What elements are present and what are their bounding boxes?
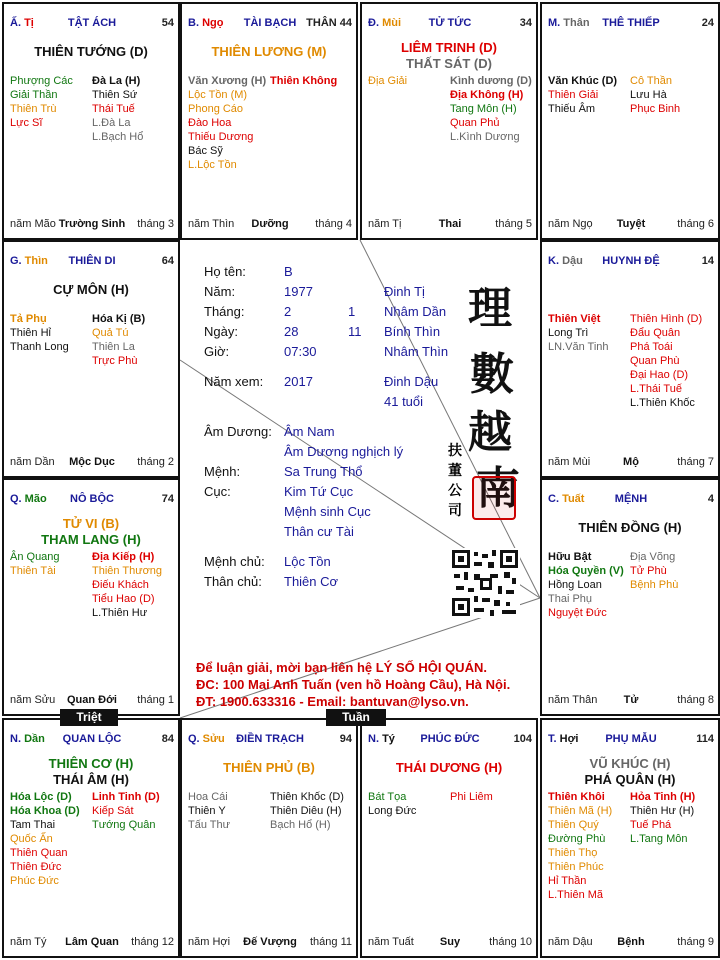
palace-number: 114 xyxy=(696,733,714,745)
star: Bạch Hổ (H) xyxy=(270,819,331,831)
star: Thái Tuế xyxy=(92,103,135,115)
palace-footer xyxy=(548,694,714,708)
palace-number: 104 xyxy=(513,733,532,745)
palace-year: năm Tị xyxy=(368,218,402,230)
palace-footer xyxy=(188,936,352,950)
star: Long Đức xyxy=(368,805,417,817)
star: Địa Võng xyxy=(630,551,676,563)
star: Thiên Diêu (H) xyxy=(270,805,342,817)
palace-ngo xyxy=(180,2,358,240)
palace-can-chi-part: Đ. xyxy=(368,17,383,29)
palace-dan xyxy=(2,718,180,958)
star: Thiên Khôi xyxy=(548,791,605,803)
menh-chu-value: Lộc Tồn xyxy=(284,554,331,569)
palace-year: năm Thìn xyxy=(188,218,235,230)
palace-footer xyxy=(548,218,714,232)
star: Thanh Long xyxy=(10,341,69,353)
star: Tuế Phá xyxy=(630,819,672,831)
star: Đẩu Quân xyxy=(630,327,681,339)
palace-month: tháng 7 xyxy=(677,456,714,468)
palace-month: tháng 12 xyxy=(131,936,174,948)
palace-can-chi-part: B. xyxy=(188,17,203,29)
palace-can-chi-part: Ngọ xyxy=(202,17,224,29)
palace-mui xyxy=(360,2,538,240)
palace-number: 84 xyxy=(161,733,174,745)
star: Giải Thần xyxy=(10,89,58,101)
star: Linh Tinh (D) xyxy=(92,791,160,803)
palace-can-chi-part: M. xyxy=(548,17,564,29)
palace-number: 34 xyxy=(519,17,532,29)
palace-title: TỬ TỨC xyxy=(428,17,472,29)
star: L.Bạch Hổ xyxy=(92,131,144,143)
star: Thiếu Dương xyxy=(188,131,254,143)
palace-can-chi-part: Ấ. xyxy=(10,17,25,29)
palace-title: PHÚC ĐỨC xyxy=(420,733,480,745)
nam-value: 1977 xyxy=(284,284,313,299)
ngay-can-chi: Bính Thìn xyxy=(384,324,441,339)
palace-stage: Đế Vượng xyxy=(243,936,297,948)
palace-hoi xyxy=(540,718,720,958)
palace-title: NÔ BỘC xyxy=(70,493,114,505)
palace-stage: Suy xyxy=(439,936,461,948)
palace-can-chi-part: T. xyxy=(548,733,560,745)
star: Thiên Sứ xyxy=(92,89,138,101)
star: Địa Không (H) xyxy=(450,89,524,101)
palace-year: năm Mão xyxy=(10,218,56,230)
than-chu-label: Thân chủ: xyxy=(204,574,262,589)
palace-number: 94 xyxy=(339,733,352,745)
palace-month: tháng 11 xyxy=(309,936,352,948)
star: Bệnh Phù xyxy=(630,579,679,591)
star-column-left xyxy=(368,790,416,818)
palace-stage: Trường Sinh xyxy=(58,218,126,230)
palace-ty xyxy=(360,718,538,958)
star: Thiên Khốc (D) xyxy=(270,791,344,803)
star-column-left xyxy=(368,74,407,88)
palace-can-chi-part: Q. xyxy=(10,493,25,505)
star: Hóa Lộc (D) xyxy=(10,791,72,803)
palace-year: năm Mùi xyxy=(548,456,591,468)
star: Cô Thần xyxy=(630,75,672,87)
am-duong-value2: Âm Dương nghịch lý xyxy=(284,444,404,459)
star: LN.Văn Tinh xyxy=(548,341,609,353)
palace-can-chi-part: Tuất xyxy=(562,493,585,505)
palace-year: năm Dần xyxy=(10,456,55,468)
star: Trực Phù xyxy=(92,355,138,367)
palace-footer xyxy=(10,694,174,708)
calligraphy-char: 理 xyxy=(468,283,512,334)
thang-lunar: 1 xyxy=(348,304,356,319)
star: Tướng Quân xyxy=(92,819,156,831)
palace-stage: Tử xyxy=(623,694,639,706)
main-star: THIÊN CƠ (H) xyxy=(48,756,134,771)
star: Bác Sỹ xyxy=(188,145,223,157)
palace-can-chi-part: K. xyxy=(548,255,563,267)
main-star: THIÊN LƯƠNG (M) xyxy=(211,44,327,59)
main-star: THIÊN ĐỒNG (H) xyxy=(578,520,682,535)
star-column-right xyxy=(450,74,532,144)
star: Thiên Hư (H) xyxy=(630,805,695,817)
palace-dau xyxy=(540,240,720,478)
star: Điếu Khách xyxy=(92,579,149,591)
star-column-right xyxy=(630,550,678,592)
cuc-label: Cục: xyxy=(204,484,231,499)
palace-number: 54 xyxy=(161,17,174,29)
palace-year: năm Tý xyxy=(10,936,47,948)
star: Ân Quang xyxy=(10,551,60,563)
star: Đại Hao (D) xyxy=(630,369,689,381)
star: Thiên Giải xyxy=(548,89,599,101)
palace-title: PHỤ MẪU xyxy=(605,733,657,745)
star: Phúc Đức xyxy=(10,875,59,887)
contact-line-1: Để luận giải, mời bạn liên hệ LÝ SỐ HỘI QUÁN. xyxy=(196,660,487,675)
menh-value: Sa Trung Thổ xyxy=(284,464,363,479)
palace-footer xyxy=(548,936,714,950)
thang-value: 2 xyxy=(284,304,292,319)
star: Thai Phụ xyxy=(548,593,593,605)
palace-footer xyxy=(10,936,174,950)
palace-can-chi-part: G. xyxy=(10,255,25,267)
star-column-right xyxy=(630,312,702,410)
palace-number: 74 xyxy=(161,493,174,505)
star: Phi Liêm xyxy=(450,791,493,803)
palace-title: THIÊN DI xyxy=(68,255,116,267)
star: Tấu Thư xyxy=(188,819,231,831)
star: Hóa Kị (B) xyxy=(92,313,146,325)
star: Bát Tọa xyxy=(368,791,407,803)
palace-footer xyxy=(10,218,174,232)
star-column-right xyxy=(630,74,680,116)
star: Phong Cáo xyxy=(188,103,244,115)
palace-year: năm Hợi xyxy=(188,936,231,948)
palace-month: tháng 10 xyxy=(489,936,532,948)
ngay-label: Ngày: xyxy=(204,324,238,339)
star: L.Thiên Mã xyxy=(548,889,604,901)
star: Nguyệt Đức xyxy=(548,607,607,619)
gio-label: Giờ: xyxy=(204,344,230,359)
star: L.Thiên Hư xyxy=(92,607,148,619)
palace-footer xyxy=(368,936,532,950)
star: Thiên Trù xyxy=(10,103,57,115)
palace-stage: Mộ xyxy=(623,456,639,468)
calligraphy-char: 越 xyxy=(468,407,512,458)
star: Đường Phù xyxy=(548,833,606,845)
palace-can-chi-part: Dần xyxy=(24,733,45,745)
main-star: PHÁ QUÂN (H) xyxy=(584,772,676,787)
palace-can-chi-part: Mão xyxy=(24,493,47,505)
palace-number: 4 xyxy=(707,493,714,505)
gio-value: 07:30 xyxy=(284,344,317,359)
tuan-tag: Tuần xyxy=(326,709,386,726)
star: Lộc Tồn (M) xyxy=(188,89,248,101)
star: Tả Phụ xyxy=(10,313,47,325)
star-column-left xyxy=(10,550,60,578)
palace-year: năm Ngọ xyxy=(548,218,593,230)
star-column-right xyxy=(450,790,493,804)
palace-month: tháng 9 xyxy=(677,936,714,948)
star: Quốc Ấn xyxy=(10,833,53,845)
palace-tuat xyxy=(540,478,720,716)
than-chu-value: Thiên Cơ xyxy=(284,574,339,589)
thang-can-chi: Nhâm Dần xyxy=(384,304,447,319)
palace-than xyxy=(540,2,720,240)
palace-mao xyxy=(2,478,180,716)
palace-title: ĐIỀN TRẠCH xyxy=(236,733,304,745)
palace-can-chi-part: Tý xyxy=(382,733,395,745)
main-star: VŨ KHÚC (H) xyxy=(589,756,671,771)
star: Tử Phù xyxy=(630,565,667,577)
small-char: 董 xyxy=(448,463,462,479)
star-column-right xyxy=(270,790,344,832)
palace-can-chi-part: Tị xyxy=(24,17,34,29)
palace-stage: Mộc Dục xyxy=(69,456,115,468)
star: Quả Tú xyxy=(92,327,129,339)
palace-title: THÊ THIẾP xyxy=(602,17,660,29)
triet-tag: Triệt xyxy=(60,709,118,726)
star: Long Trì xyxy=(548,327,589,339)
star: Tam Thai xyxy=(10,819,56,831)
palace-can-chi-part: Mùi xyxy=(382,17,402,29)
palace-can-chi-part: Thân xyxy=(563,17,590,29)
palace-stage: Quan Đới xyxy=(67,694,117,706)
star: Đà La (H) xyxy=(92,75,141,87)
palace-year: năm Thân xyxy=(548,694,598,706)
ho-ten-label: Họ tên: xyxy=(204,264,246,279)
star: L.Lộc Tồn xyxy=(188,159,237,171)
star-column-left xyxy=(548,312,609,354)
palace-can-chi-part: Q. xyxy=(188,733,203,745)
palace-title: MỆNH xyxy=(614,493,648,505)
nam-xem-can-chi: Đinh Dậu xyxy=(384,374,439,389)
palace-title: TÀI BẠCH xyxy=(243,17,297,29)
star: Quan Phủ xyxy=(450,117,500,129)
star: L.Tang Môn xyxy=(630,833,688,845)
nam-xem-label: Năm xem: xyxy=(204,374,264,389)
star: Kình dương (D) xyxy=(450,75,532,87)
center-panel xyxy=(180,240,540,718)
palace-number: THÂN 44 xyxy=(306,17,352,29)
palace-year: năm Dậu xyxy=(548,936,593,948)
star-column-left xyxy=(188,74,266,172)
palace-title: HUYNH ĐỆ xyxy=(602,255,660,267)
star: Thiên Hình (D) xyxy=(630,313,703,325)
star: Đào Hoa xyxy=(188,117,232,129)
star-column-left xyxy=(548,74,617,116)
gio-can-chi: Nhâm Thìn xyxy=(384,344,449,359)
star-column-right xyxy=(92,790,160,832)
star: Quan Phù xyxy=(630,355,680,367)
ngay-value: 28 xyxy=(284,324,299,339)
star: Thiếu Âm xyxy=(548,103,596,115)
palace-month: tháng 5 xyxy=(495,218,532,230)
cuc-value: Kim Tứ Cục xyxy=(284,484,354,499)
main-star: THIÊN PHỦ (B) xyxy=(223,760,315,775)
star: Thiên Mã (H) xyxy=(548,805,613,817)
star: Thiên Đức xyxy=(10,861,62,873)
menh-chu-label: Mệnh chủ: xyxy=(204,554,265,569)
star: Thiên Thương xyxy=(92,565,163,577)
main-star: THIÊN TƯỚNG (D) xyxy=(34,44,148,59)
palace-number: 14 xyxy=(701,255,714,267)
nam-xem-value: 2017 xyxy=(284,374,313,389)
contact-line-3: ĐT: 1900.633316 - Email: bantuvan@lyso.vn. xyxy=(196,694,469,709)
star-column-right xyxy=(270,74,337,88)
palace-ti xyxy=(2,2,180,240)
palace-stage: Thai xyxy=(438,218,462,230)
calligraphy-char: 南 xyxy=(476,463,520,514)
palace-stage: Tuyệt xyxy=(616,218,646,230)
star-column-left xyxy=(188,790,230,832)
palace-thin xyxy=(2,240,180,478)
star: Lưu Hà xyxy=(630,89,667,101)
star: Văn Xương (H) xyxy=(188,75,267,87)
am-duong-value: Âm Nam xyxy=(284,424,335,439)
contact-line-2: ĐC: 100 Mai Anh Tuấn (ven hồ Hoàng Cầu), Hà Nội. xyxy=(196,677,511,692)
star-column-left xyxy=(10,312,69,354)
main-star: CỰ MÔN (H) xyxy=(53,282,129,297)
main-star: THÁI DƯƠNG (H) xyxy=(395,760,503,775)
cuc-value2: Mệnh sinh Cục xyxy=(284,504,371,519)
star: Thiên Không xyxy=(270,75,338,87)
red-seal xyxy=(472,476,516,520)
ho-ten-value: B xyxy=(284,264,293,279)
star: Thiên Quan xyxy=(10,847,68,859)
star-column-left xyxy=(10,74,73,130)
star: Thiên Thọ xyxy=(548,847,598,859)
star-column-right xyxy=(630,790,695,846)
star: Hữu Bật xyxy=(548,551,592,563)
palace-footer xyxy=(188,218,352,232)
palace-can-chi-part: N. xyxy=(10,733,25,745)
palace-can-chi-part: Dậu xyxy=(562,255,583,267)
cuc-value3: Thân cư Tài xyxy=(284,524,354,539)
star-column-left xyxy=(548,790,612,902)
star-column-left xyxy=(10,790,80,888)
star: Địa Giải xyxy=(368,75,408,87)
star: Phục Binh xyxy=(630,103,681,115)
star: Phượng Các xyxy=(10,75,73,87)
star: Hỏa Tinh (H) xyxy=(630,791,696,803)
main-star: LIÊM TRINH (D) xyxy=(400,40,498,55)
palace-footer xyxy=(10,456,174,470)
star: Hóa Quyền (V) xyxy=(548,565,624,577)
palace-month: tháng 8 xyxy=(677,694,714,706)
star: L.Đà La xyxy=(92,117,131,129)
palace-number: 64 xyxy=(161,255,174,267)
palace-can-chi-part: N. xyxy=(368,733,383,745)
qr-code-icon xyxy=(450,548,520,618)
palace-can-chi-part: C. xyxy=(548,493,563,505)
star: L.Kình Dương xyxy=(450,131,520,143)
palace-can-chi-part: Sửu xyxy=(202,733,225,745)
calligraphy-char: 數 xyxy=(470,349,514,400)
star: Thiên Tài xyxy=(10,565,56,577)
ngay-lunar: 11 xyxy=(348,324,362,339)
star: Lực Sĩ xyxy=(10,117,43,129)
star: Hoa Cái xyxy=(188,791,228,803)
star-column-left xyxy=(548,550,624,620)
star: Tang Môn (H) xyxy=(450,103,517,115)
star: Địa Kiếp (H) xyxy=(92,551,155,563)
palace-year: năm Tuất xyxy=(368,936,414,948)
star: Hồng Loan xyxy=(548,579,602,591)
palace-can-chi-part: Thìn xyxy=(24,255,48,267)
star: Thiên Việt xyxy=(548,313,601,325)
main-star: TỬ VI (B) xyxy=(62,516,120,531)
star: Thiên Y xyxy=(188,805,226,817)
palace-stage: Dưỡng xyxy=(251,218,289,230)
palace-suu xyxy=(180,718,358,958)
palace-month: tháng 6 xyxy=(677,218,714,230)
palace-month: tháng 4 xyxy=(315,218,352,230)
star: Thiên Hỉ xyxy=(10,327,51,339)
palace-title: QUAN LỘC xyxy=(62,733,122,745)
nam-label: Năm: xyxy=(204,284,236,299)
palace-can-chi-part: Hợi xyxy=(559,733,579,745)
star-column-right xyxy=(92,550,162,620)
small-char: 司 xyxy=(448,503,462,519)
main-star: THÁI ÂM (H) xyxy=(53,772,129,787)
palace-stage: Bệnh xyxy=(617,936,645,948)
small-char: 扶 xyxy=(448,443,462,459)
star-column-right xyxy=(92,312,145,368)
star: L.Thiên Khốc xyxy=(630,397,695,409)
main-star: THẤT SÁT (D) xyxy=(406,56,492,71)
small-char: 公 xyxy=(448,483,462,499)
menh-label: Mệnh: xyxy=(204,464,241,479)
star: Hóa Khoa (D) xyxy=(10,805,80,817)
star-column-right xyxy=(92,74,143,144)
palace-stage: Lâm Quan xyxy=(65,936,119,948)
star: L.Thái Tuế xyxy=(630,383,682,395)
main-star: THAM LANG (H) xyxy=(41,532,141,547)
thang-label: Tháng: xyxy=(204,304,245,319)
palace-number: 24 xyxy=(701,17,714,29)
star: Thiên La xyxy=(92,341,135,353)
age-value: 41 tuổi xyxy=(384,394,424,409)
palace-year: năm Sửu xyxy=(10,694,56,706)
palace-month: tháng 2 xyxy=(137,456,174,468)
am-duong-label: Âm Dương: xyxy=(204,424,272,439)
star: Thiên Quý xyxy=(548,819,599,831)
star: Văn Khúc (D) xyxy=(548,75,618,87)
star: Kiếp Sát xyxy=(92,805,134,817)
nam-can-chi: Đinh Tị xyxy=(384,284,425,299)
palace-month: tháng 1 xyxy=(137,694,174,706)
palace-month: tháng 3 xyxy=(137,218,174,230)
star: Thiên Phúc xyxy=(548,861,604,873)
palace-footer xyxy=(548,456,714,470)
palace-footer xyxy=(368,218,532,232)
palace-title: TẬT ÁCH xyxy=(67,17,117,29)
star: Tiểu Hao (D) xyxy=(92,593,155,605)
star: Phá Toái xyxy=(630,341,673,353)
star: Hỉ Thần xyxy=(548,875,587,887)
